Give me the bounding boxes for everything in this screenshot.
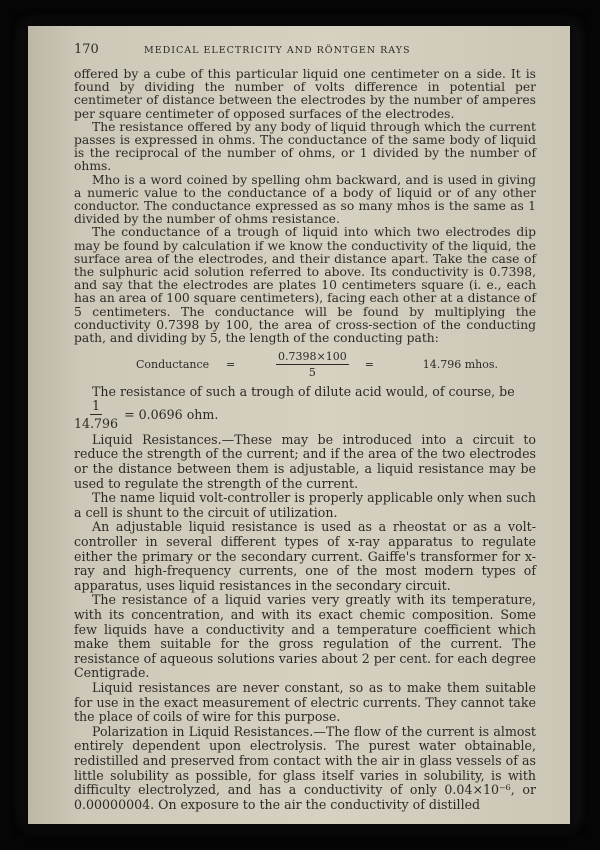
- resistance-fraction: [74, 400, 536, 430]
- resistance-fraction-value: [74, 398, 118, 431]
- formula-result: 14.796 mhos.: [422, 357, 498, 371]
- formula-denominator: 5: [308, 365, 316, 379]
- page-header: [74, 42, 536, 64]
- resistance-numerator: 1: [92, 398, 101, 414]
- paragraph-volt-controller: The name liquid volt-controller is properly applicable only when such a cell is shunt to the circuit of utilization.: [74, 490, 536, 520]
- conductance-formula: [74, 347, 536, 381]
- page-number: 170: [74, 42, 99, 57]
- paragraph-3: Mho is a word coined by spelling ohm backward, and is used in giving a numeric value to the conductance of a body of liquid or of any other conductor. The conductance expressed as so many mhos is the same as 1 divided by the number of ohms resistance.: [74, 172, 536, 227]
- resistance-result: = 0.0696 ohm.: [124, 407, 219, 423]
- resistance-denominator: 14.796: [74, 416, 119, 432]
- formula-fraction: [276, 350, 349, 379]
- lower-text-block: [74, 385, 536, 812]
- formula-lhs: Conductance: [136, 357, 210, 371]
- paragraph-liquid-resistances: Liquid Resistances.—These may be introduced into a circuit to reduce the strength of the current; and if the area of the two electrodes or the distance between them is adjustable, a liquid resistance may be used to regulate the strength of the current.: [74, 431, 536, 491]
- formula-equals-2: =: [364, 357, 374, 371]
- paragraph-never-constant: Liquid resistances are never constant, so as to make them suitable for use in the exact measurement of electric currents. They cannot take the place of coils of wire for this purpose.: [74, 679, 536, 725]
- paragraph-polarization: Polarization in Liquid Resistances.—The flow of the current is almost entirely dependent upon electrolysis. The purest water obtainable, redistilled and preserved from contact with the air in glass vessels of as little solubility as possible, for glass itself varies in solubility, is with difficulty electrolyzed, and has a conductivity of only 0.04×10⁻⁶, or 0.00000004. On exposure to the air the conductivity of distilled: [74, 723, 536, 812]
- book-page: [28, 26, 570, 824]
- page-content: [74, 42, 536, 812]
- paragraph-temperature: The resistance of a liquid varies very greatly with its temperature, with its concentration, and with its exact chemic composition. Some few liquids have a conductivity and a temperature coefficient which make them suitable for the gross regulation of the current. The resistance of aqueous solutions varies about 2 per cent. for each degree Centigrade.: [74, 592, 536, 681]
- formula-equals-1: =: [226, 357, 236, 371]
- running-head: MEDICAL ELECTRICITY AND RÖNTGEN RAYS: [144, 45, 411, 56]
- paragraph-4: The conductance of a trough of liquid into which two electrodes dip may be found by calculation if we know the conductivity of the liquid, the surface area of the electrodes, and their distance apart. Take the case of the sulphuric acid solution referred to above. Its conductivity is 0.7398, and say that the electrodes are plates 10 centimeters square (i. e., each has an area of 100 square centimeters), facing each other at a distance of 5 centimeters. The conductance will be found by multiplying the conductivity 0.7398 by 100, the area of cross-section of the conducting path, and dividing by 5, the length of the conducting path:: [74, 225, 536, 346]
- resistance-sentence: The resistance of such a trough of dilute acid would, of course, be: [92, 384, 515, 400]
- paragraph-2: The resistance offered by any body of liquid through which the current passes is expressed in ohms. The conductance of the same body of liquid is the reciprocal of the number of ohms, or 1 divided by the number of ohms.: [74, 119, 536, 174]
- paragraph-adjustable: An adjustable liquid resistance is used as a rheostat or as a volt-controller in several different types of x-ray apparatus to regulate either the primary or the secondary current. Gaiffe's transformer for x-ray and high-frequency currents, one of the most modern types of apparatus, uses liquid resistances in the secondary circuit.: [74, 519, 536, 593]
- formula-numerator: 0.7398×100: [278, 349, 347, 363]
- paragraph-1: offered by a cube of this particular liquid one centimeter on a side. It is found by dividing the number of volts difference in potential per centimeter of distance between the electrodes by the number of amperes per square centimeter of opposed surfaces of the electrodes.: [74, 67, 536, 121]
